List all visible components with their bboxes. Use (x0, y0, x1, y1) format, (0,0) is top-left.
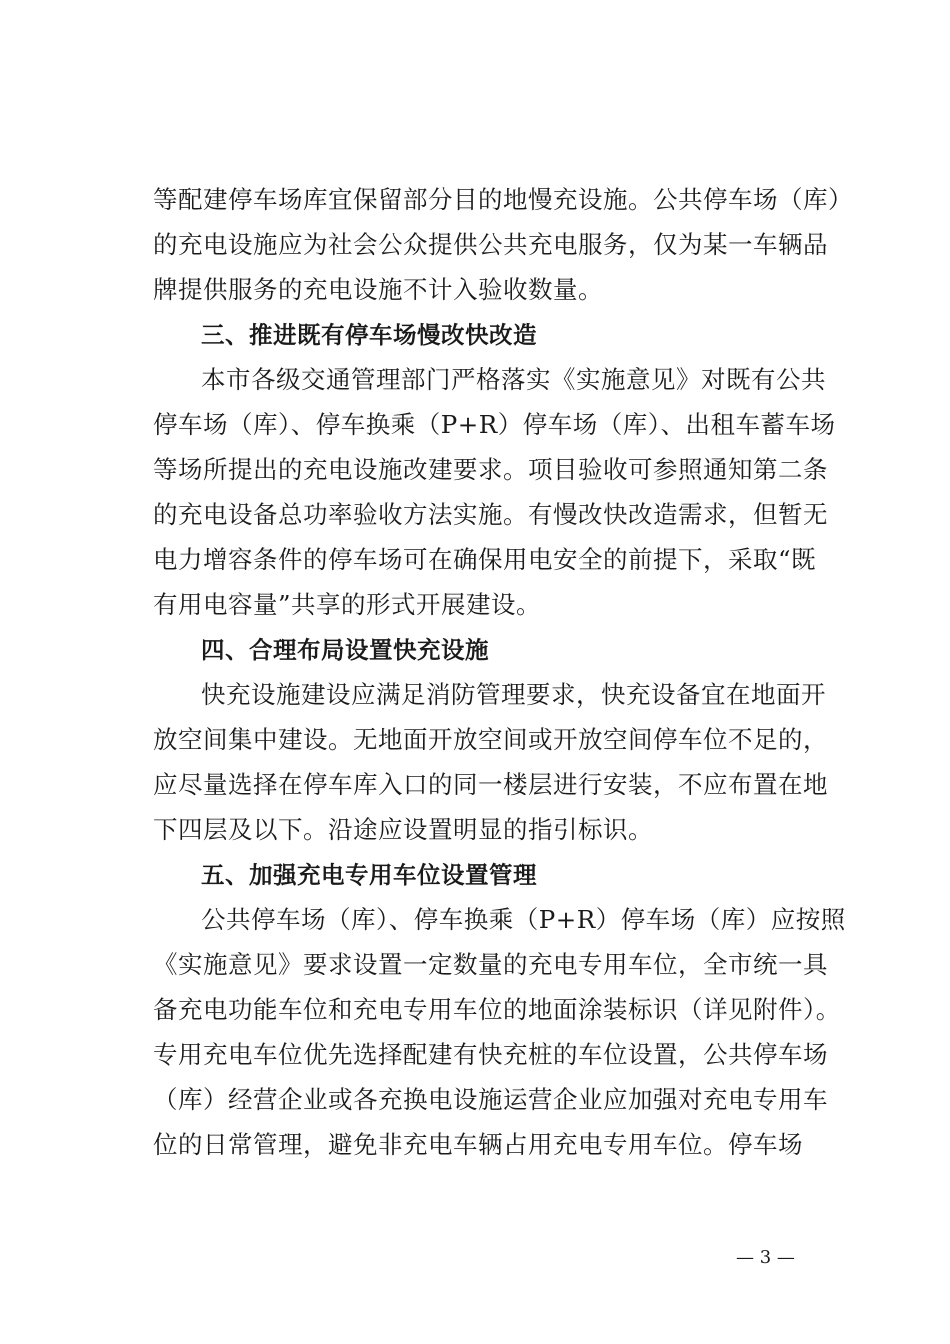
paragraph-line: 电力增容条件的停车场可在确保用电安全的前提下，采取“既 (153, 545, 817, 574)
paragraph-line: 位的日常管理，避免非充电车辆占用充电专用车位。停车场 (153, 1130, 803, 1159)
paragraph-line: 公共停车场（库）、停车换乘（P+R）停车场（库）应按照 (201, 905, 846, 934)
paragraph-line: 专用充电车位优先选择配建有快充桩的车位设置，公共停车场 (153, 1040, 828, 1069)
paragraph-line: 《实施意见》要求设置一定数量的充电专用车位，全市统一具 (153, 950, 828, 979)
section-heading: 四、合理布局设置快充设施 (201, 636, 489, 664)
paragraph-line: 有用电容量”共享的形式开展建设。 (153, 590, 542, 619)
paragraph-line: 停车场（库）、停车换乘（P+R）停车场（库）、出租车蓄车场 (153, 410, 836, 439)
paragraph-line: 快充设施建设应满足消防管理要求，快充设备宜在地面开 (201, 680, 826, 709)
paragraph-line: （库）经营企业或各充换电设施运营企业应加强对充电专用车 (153, 1085, 828, 1114)
paragraph-line: 的充电设施应为社会公众提供公共充电服务，仅为某一车辆品 (153, 230, 828, 259)
paragraph-line: 等场所提出的充电设施改建要求。项目验收可参照通知第二条 (153, 455, 828, 484)
section-heading: 三、推进既有停车场慢改快改造 (201, 321, 537, 349)
paragraph-line: 下四层及以下。沿途应设置明显的指引标识。 (153, 815, 653, 844)
paragraph-line: 应尽量选择在停车库入口的同一楼层进行安装，不应布置在地 (153, 770, 828, 799)
page-number: — 3 — (736, 1247, 795, 1268)
paragraph-line: 等配建停车场库宜保留部分目的地慢充设施。公共停车场（库） (153, 185, 853, 214)
paragraph-line: 备充电功能车位和充电专用车位的地面涂装标识（详见附件）。 (153, 995, 841, 1024)
paragraph-line: 牌提供服务的充电设施不计入验收数量。 (153, 275, 603, 304)
section-heading: 五、加强充电专用车位设置管理 (201, 861, 537, 889)
paragraph-line: 放空间集中建设。无地面开放空间或开放空间停车位不足的， (153, 725, 828, 754)
paragraph-line: 的充电设备总功率验收方法实施。有慢改快改造需求，但暂无 (153, 500, 828, 529)
paragraph-line: 本市各级交通管理部门严格落实《实施意见》对既有公共 (201, 365, 826, 394)
